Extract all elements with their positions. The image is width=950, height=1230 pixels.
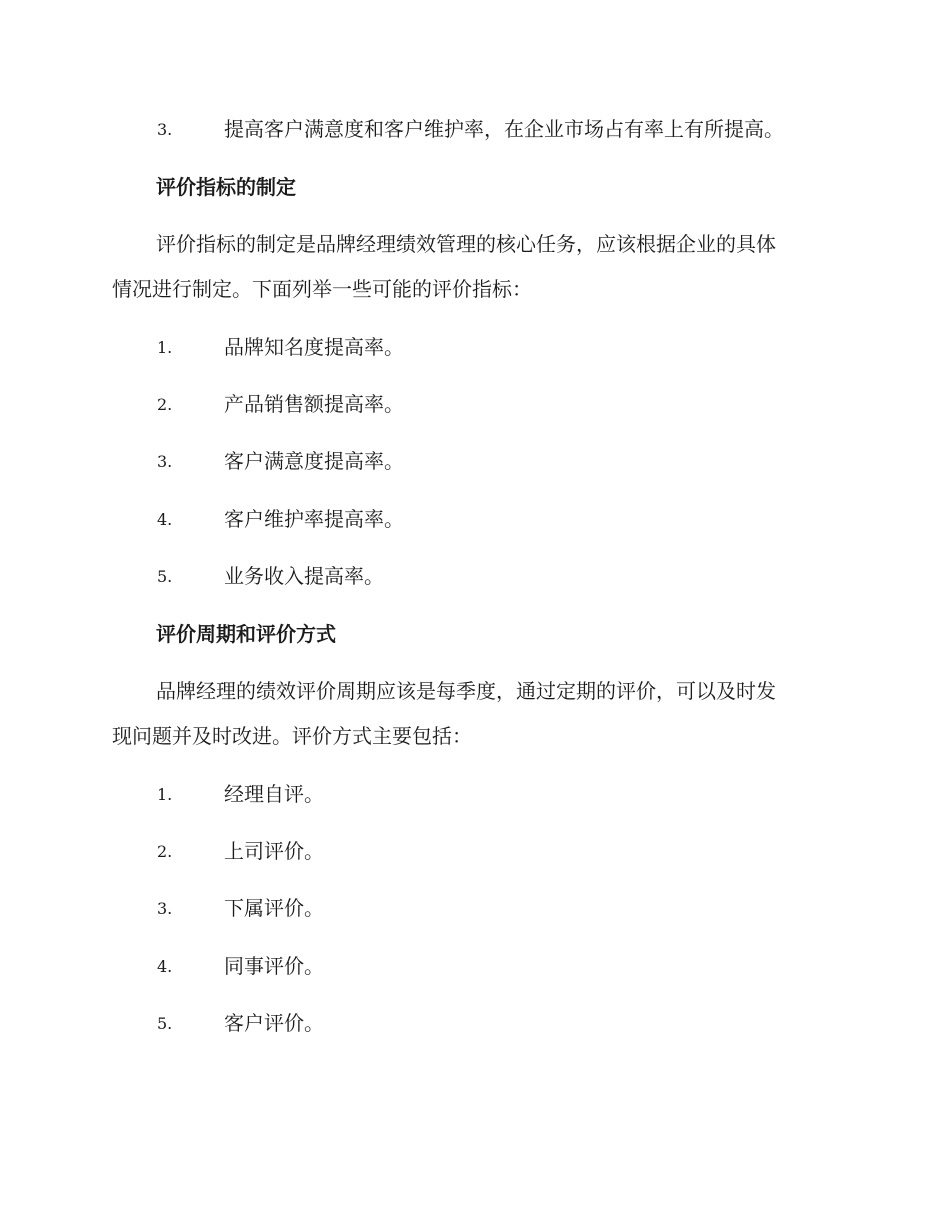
- list-item-number: 1.: [157, 338, 173, 357]
- list-item-text: 客户维护率提高率。: [224, 507, 404, 531]
- list-item-text: 业务收入提高率。: [224, 564, 384, 588]
- paragraph-line: 品牌经理的绩效评价周期应该是每季度，通过定期的评价，可以及时发: [156, 679, 776, 703]
- list-item-text: 提高客户满意度和客户维护率，在企业市场占有率上有所提高。: [224, 117, 784, 141]
- list-item-number: 4.: [157, 957, 173, 976]
- list-item-text: 上司评价。: [224, 839, 324, 863]
- list-item-number: 3.: [157, 899, 173, 918]
- list-item-number: 4.: [157, 510, 173, 529]
- paragraph-line: 现问题并及时改进。评价方式主要包括：: [112, 724, 472, 748]
- paragraph-line: 评价指标的制定是品牌经理绩效管理的核心任务，应该根据企业的具体: [156, 232, 776, 256]
- list-item-text: 品牌知名度提高率。: [224, 335, 404, 359]
- list-item-number: 1.: [157, 785, 173, 804]
- list-item-text: 同事评价。: [224, 954, 324, 978]
- list-item-text: 产品销售额提高率。: [224, 392, 404, 416]
- section-heading: 评价周期和评价方式: [156, 622, 336, 646]
- paragraph-line: 情况进行制定。下面列举一些可能的评价指标：: [112, 277, 532, 301]
- list-item-number: 5.: [157, 1014, 173, 1033]
- list-item-text: 经理自评。: [224, 782, 324, 806]
- list-item-text: 下属评价。: [224, 896, 324, 920]
- section-heading: 评价指标的制定: [156, 175, 296, 199]
- list-item-number: 3.: [157, 120, 173, 139]
- list-item-number: 3.: [157, 452, 173, 471]
- list-item-number: 2.: [157, 395, 173, 414]
- list-item-number: 2.: [157, 842, 173, 861]
- list-item-text: 客户评价。: [224, 1011, 324, 1035]
- list-item-number: 5.: [157, 567, 173, 586]
- list-item-text: 客户满意度提高率。: [224, 449, 404, 473]
